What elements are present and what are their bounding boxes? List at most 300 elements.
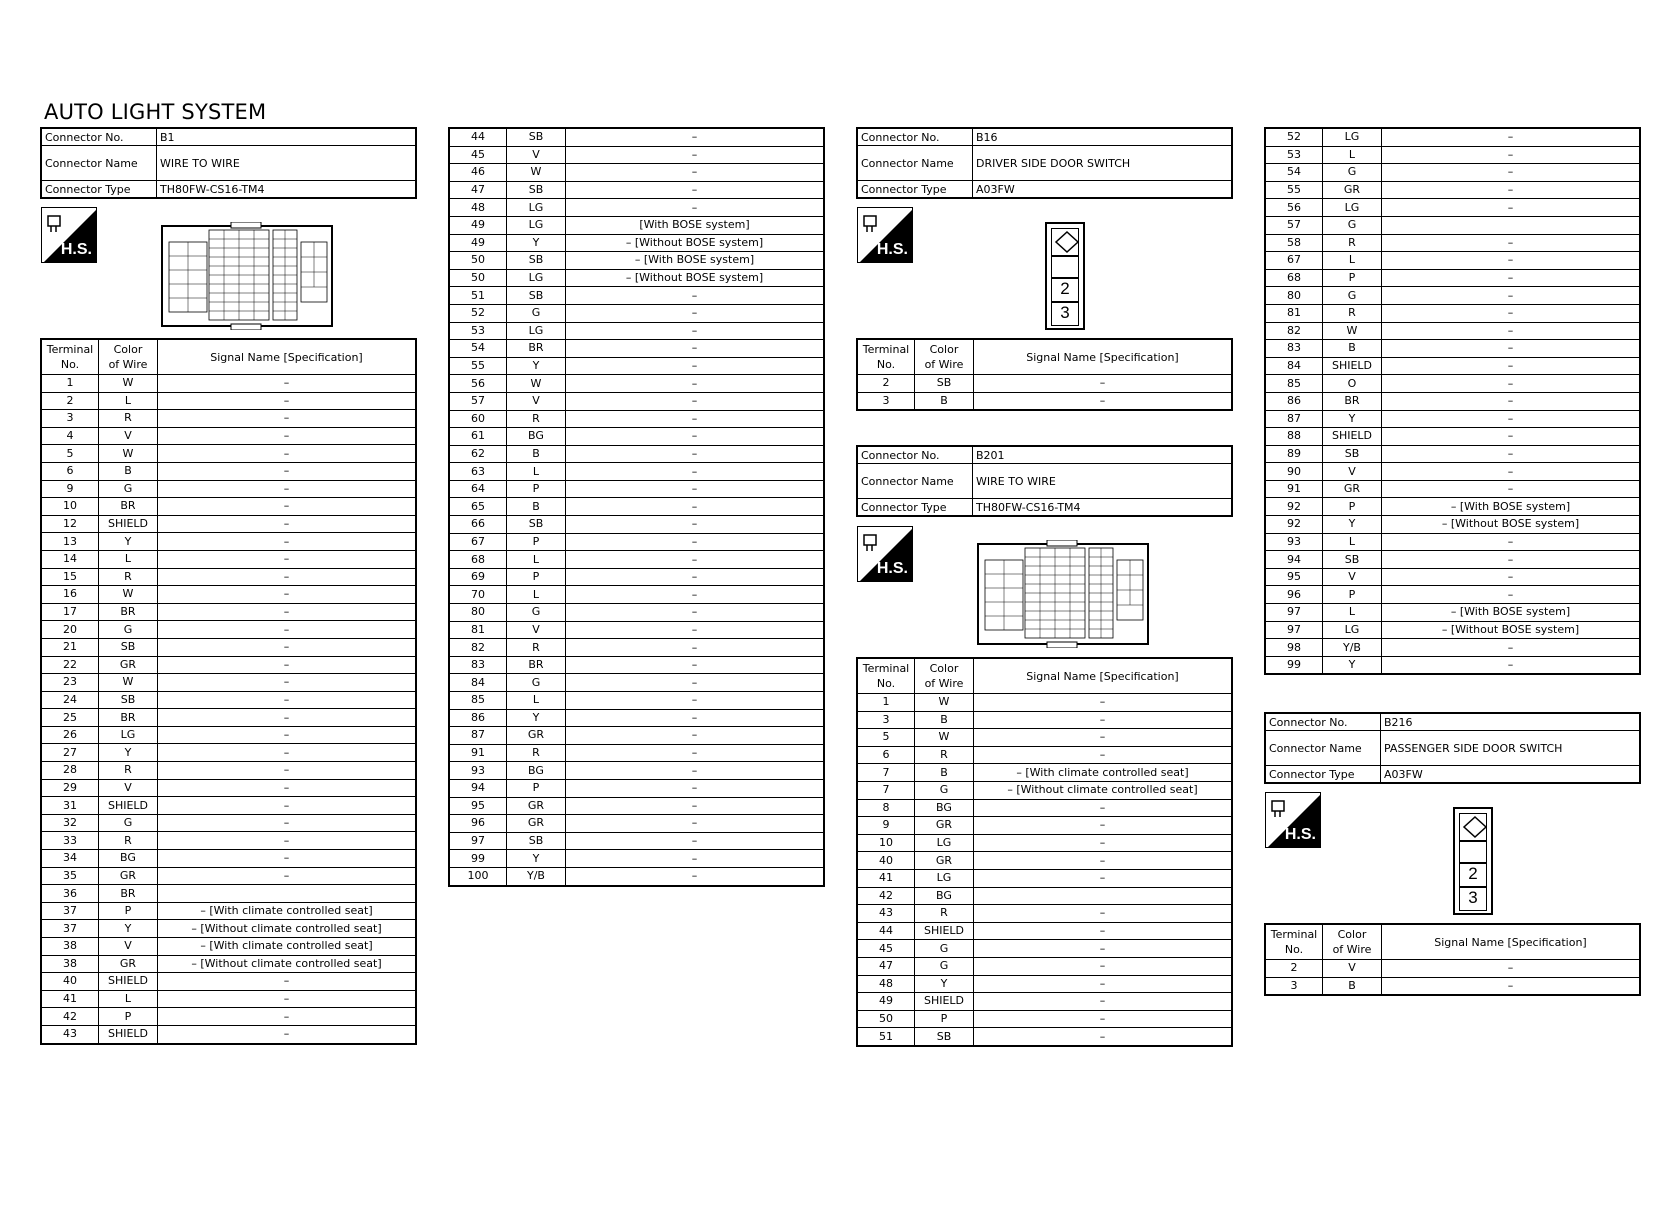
table-row <box>41 375 416 393</box>
terminal-no: 50 <box>449 252 507 270</box>
wire-color: V <box>507 621 566 639</box>
signal-name: – <box>158 586 417 604</box>
signal-name: – [Without BOSE system] <box>1382 621 1641 639</box>
terminal-rows <box>449 128 824 886</box>
signal-name: – <box>158 568 417 586</box>
signal-name: – <box>974 1028 1233 1046</box>
signal-name: – <box>566 621 825 639</box>
terminal-no: 67 <box>1265 252 1323 270</box>
signal-name: – [With BOSE system] <box>1382 498 1641 516</box>
terminal-no: 86 <box>1265 392 1323 410</box>
connector-name-label: Connector Name <box>41 146 157 181</box>
wire-color: V <box>507 392 566 410</box>
table-row <box>41 1008 416 1026</box>
terminal-no: 93 <box>449 762 507 780</box>
terminal-no: 82 <box>449 639 507 657</box>
wire-color: G <box>915 940 974 958</box>
table-row <box>857 729 1232 747</box>
table-row <box>449 181 824 199</box>
wire-color: R <box>1323 234 1382 252</box>
table-row <box>41 480 416 498</box>
wire-color: P <box>1323 269 1382 287</box>
wire-color: BR <box>99 885 158 903</box>
table-row <box>41 955 416 973</box>
terminal-no: 9 <box>41 480 99 498</box>
terminal-no: 33 <box>41 832 99 850</box>
terminal-no: 97 <box>1265 604 1323 622</box>
table-row <box>41 797 416 815</box>
wire-color: SB <box>915 1028 974 1046</box>
terminal-no: 96 <box>449 815 507 833</box>
wire-color: SHIELD <box>915 993 974 1011</box>
table-row <box>449 621 824 639</box>
terminal-no: 28 <box>41 762 99 780</box>
table-row <box>1265 128 1640 146</box>
table-row <box>449 692 824 710</box>
terminal-no: 99 <box>1265 656 1323 674</box>
terminal-no: 94 <box>1265 551 1323 569</box>
table-row <box>449 604 824 622</box>
terminal-no: 42 <box>857 887 915 905</box>
terminal-no: 45 <box>857 940 915 958</box>
table-row <box>449 551 824 569</box>
signal-name: – <box>158 1025 417 1043</box>
wire-color: Y <box>507 234 566 252</box>
wire-color: O <box>1323 375 1382 393</box>
table-row <box>1265 516 1640 534</box>
terminal-no-header: Terminal No. <box>857 339 915 375</box>
terminal-no: 3 <box>41 410 99 428</box>
wire-color: GR <box>1323 181 1382 199</box>
table-row <box>449 779 824 797</box>
wire-color: BR <box>99 603 158 621</box>
terminal-no: 6 <box>857 746 915 764</box>
terminal-no: 48 <box>857 975 915 993</box>
table-row <box>1265 199 1640 217</box>
terminal-no: 38 <box>41 938 99 956</box>
terminal-no: 31 <box>41 797 99 815</box>
terminal-no: 53 <box>449 322 507 340</box>
harness-side-icon: H.S. <box>1265 792 1321 848</box>
connector-name-value: DRIVER SIDE DOOR SWITCH <box>973 146 1233 181</box>
terminal-no: 13 <box>41 533 99 551</box>
terminal-no: 55 <box>449 357 507 375</box>
signal-name: – <box>974 1010 1233 1028</box>
wire-color: R <box>915 746 974 764</box>
signal-name: – <box>566 551 825 569</box>
terminal-no: 6 <box>41 462 99 480</box>
table-row <box>449 199 824 217</box>
terminal-table-b216 <box>1264 923 1641 996</box>
wire-color: B <box>1323 977 1382 995</box>
wire-color: P <box>507 779 566 797</box>
terminal-no: 80 <box>449 604 507 622</box>
terminal-no: 92 <box>1265 516 1323 534</box>
terminal-no: 62 <box>449 445 507 463</box>
signal-name: – <box>158 515 417 533</box>
table-row <box>857 869 1232 887</box>
wire-color: P <box>507 568 566 586</box>
wire-color: BR <box>507 340 566 358</box>
wire-color: L <box>507 463 566 481</box>
connector-type-label: Connector Type <box>1265 766 1381 784</box>
terminal-no: 81 <box>1265 304 1323 322</box>
table-row <box>449 850 824 868</box>
terminal-no: 23 <box>41 674 99 692</box>
table-row <box>1265 480 1640 498</box>
wire-color: W <box>99 586 158 604</box>
terminal-no: 58 <box>1265 234 1323 252</box>
signal-name: – <box>158 762 417 780</box>
table-row <box>449 463 824 481</box>
signal-name: – <box>566 516 825 534</box>
connector-face-diagram-b16 <box>1045 222 1085 330</box>
pin-label: 3 <box>1051 302 1079 326</box>
signal-name: – <box>566 199 825 217</box>
terminal-no: 96 <box>1265 586 1323 604</box>
wire-color: G <box>1323 164 1382 182</box>
signal-name: – <box>1382 340 1641 358</box>
wire-color: W <box>99 674 158 692</box>
table-row <box>449 128 824 146</box>
table-row <box>1265 410 1640 428</box>
terminal-no: 54 <box>1265 164 1323 182</box>
table-row <box>449 709 824 727</box>
signal-name: – <box>566 445 825 463</box>
table-row <box>449 586 824 604</box>
table-row <box>449 568 824 586</box>
signal-name: – <box>1382 392 1641 410</box>
wire-color: V <box>99 427 158 445</box>
wire-color: GR <box>507 797 566 815</box>
table-row <box>41 938 416 956</box>
signal-name: – <box>158 726 417 744</box>
signal-name: – <box>158 498 417 516</box>
signal-name: – <box>566 744 825 762</box>
signal-name: – <box>1382 533 1641 551</box>
wire-color: L <box>507 551 566 569</box>
wire-color: V <box>99 779 158 797</box>
signal-name: – <box>158 990 417 1008</box>
terminal-no: 1 <box>41 375 99 393</box>
table-row <box>1265 428 1640 446</box>
wire-color: Y <box>1323 410 1382 428</box>
table-row <box>857 922 1232 940</box>
connector-type-value: A03FW <box>1381 766 1641 784</box>
wire-color: Y <box>99 744 158 762</box>
signal-name: – <box>1382 146 1641 164</box>
wire-color: P <box>1323 586 1382 604</box>
signal-name: – <box>158 973 417 991</box>
table-row <box>41 550 416 568</box>
terminal-no: 66 <box>449 516 507 534</box>
wire-color: B <box>507 498 566 516</box>
signal-name: – <box>974 852 1233 870</box>
terminal-no: 35 <box>41 867 99 885</box>
terminal-no: 10 <box>41 498 99 516</box>
terminal-no: 24 <box>41 691 99 709</box>
table-row <box>41 1025 416 1043</box>
wire-color: BR <box>99 498 158 516</box>
wire-color: BG <box>507 428 566 446</box>
connector-face-diagram-b216 <box>1453 807 1493 915</box>
wire-color: V <box>1323 960 1382 978</box>
signal-name: – <box>1382 428 1641 446</box>
terminal-no: 3 <box>857 711 915 729</box>
table-row <box>857 975 1232 993</box>
terminal-no: 95 <box>449 797 507 815</box>
signal-name: – <box>158 375 417 393</box>
wire-color: BG <box>507 762 566 780</box>
terminal-no: 87 <box>449 727 507 745</box>
terminal-no: 14 <box>41 550 99 568</box>
signal-name: – <box>158 480 417 498</box>
signal-name: – <box>158 638 417 656</box>
signal-name: – <box>974 957 1233 975</box>
signal-name: – <box>1382 639 1641 657</box>
terminal-no: 32 <box>41 814 99 832</box>
wire-color: SB <box>507 181 566 199</box>
wire-color: GR <box>99 955 158 973</box>
table-row <box>41 902 416 920</box>
table-row <box>1265 357 1640 375</box>
table-row <box>449 252 824 270</box>
table-row <box>41 674 416 692</box>
terminal-no: 12 <box>41 515 99 533</box>
signal-name: – [Without BOSE system] <box>566 269 825 287</box>
signal-name: – <box>566 146 825 164</box>
terminal-no: 57 <box>1265 216 1323 234</box>
terminal-no: 25 <box>41 709 99 727</box>
wire-color: GR <box>915 852 974 870</box>
terminal-no: 85 <box>449 692 507 710</box>
signal-name <box>158 885 417 903</box>
signal-name: – <box>1382 357 1641 375</box>
terminal-no: 2 <box>1265 960 1323 978</box>
signal-name: – <box>566 815 825 833</box>
wire-color: L <box>1323 252 1382 270</box>
terminal-no-header: Terminal No. <box>1265 924 1323 960</box>
wire-color: W <box>915 729 974 747</box>
table-row <box>1265 234 1640 252</box>
wire-color: SB <box>99 691 158 709</box>
table-row <box>1265 304 1640 322</box>
connector-no-label: Connector No. <box>1265 713 1381 731</box>
wire-color: B <box>507 445 566 463</box>
wire-color: G <box>507 674 566 692</box>
table-row <box>857 694 1232 712</box>
table-row <box>1265 656 1640 674</box>
signal-name: – <box>158 832 417 850</box>
wire-color: B <box>99 462 158 480</box>
table-row <box>1265 551 1640 569</box>
wire-color: BG <box>915 799 974 817</box>
connector-name-label: Connector Name <box>857 464 973 499</box>
signal-name: – <box>158 674 417 692</box>
signal-name: – [With BOSE system] <box>1382 604 1641 622</box>
terminal-no: 97 <box>1265 621 1323 639</box>
wire-color: BR <box>99 709 158 727</box>
wire-color: LG <box>1323 128 1382 146</box>
wire-color: P <box>507 533 566 551</box>
signal-name: – <box>566 533 825 551</box>
wire-color: GR <box>99 656 158 674</box>
signal-name: – <box>974 799 1233 817</box>
signal-name: – <box>566 850 825 868</box>
wire-color: V <box>507 146 566 164</box>
table-row <box>1265 340 1640 358</box>
table-row <box>1265 269 1640 287</box>
wire-color: SB <box>915 375 974 393</box>
wire-color: G <box>1323 216 1382 234</box>
signal-name: – <box>974 729 1233 747</box>
table-row <box>41 445 416 463</box>
terminal-no: 69 <box>449 568 507 586</box>
connector-type-label: Connector Type <box>41 181 157 199</box>
connector-no-value: B16 <box>973 128 1233 146</box>
table-row <box>449 867 824 885</box>
table-row <box>41 498 416 516</box>
wire-color: SHIELD <box>1323 357 1382 375</box>
terminal-no: 1 <box>857 694 915 712</box>
signal-name: – <box>974 746 1233 764</box>
signal-name: – [Without climate controlled seat] <box>158 920 417 938</box>
terminal-no: 100 <box>449 867 507 885</box>
signal-name: – <box>158 1008 417 1026</box>
table-row <box>857 887 1232 905</box>
table-row <box>449 480 824 498</box>
wire-color: SB <box>1323 445 1382 463</box>
signal-name: – <box>158 603 417 621</box>
wire-color: Y <box>915 975 974 993</box>
table-row <box>449 287 824 305</box>
signal-name: – <box>1382 322 1641 340</box>
table-row <box>41 744 416 762</box>
table-row <box>857 993 1232 1011</box>
table-row <box>857 764 1232 782</box>
terminal-no: 55 <box>1265 181 1323 199</box>
signal-name: – <box>158 744 417 762</box>
connector-name-value: WIRE TO WIRE <box>973 464 1233 499</box>
wire-color: P <box>99 902 158 920</box>
table-row <box>449 445 824 463</box>
pin-label: 2 <box>1459 863 1487 887</box>
signal-name: – <box>158 410 417 428</box>
signal-name: – <box>566 604 825 622</box>
table-row <box>41 990 416 1008</box>
signal-name: – <box>1382 551 1641 569</box>
table-row <box>41 920 416 938</box>
table-row <box>449 322 824 340</box>
wire-color: G <box>507 304 566 322</box>
table-row <box>41 814 416 832</box>
signal-name: – <box>1382 375 1641 393</box>
terminal-no: 65 <box>449 498 507 516</box>
signal-name: – <box>158 550 417 568</box>
table-row <box>1265 287 1640 305</box>
signal-name <box>1382 216 1641 234</box>
signal-name: – <box>566 287 825 305</box>
wire-color: BR <box>1323 392 1382 410</box>
signal-name: – <box>1382 480 1641 498</box>
terminal-no: 48 <box>449 199 507 217</box>
harness-side-icon: H.S. <box>857 207 913 263</box>
terminal-rows <box>857 375 1232 411</box>
wire-color: R <box>99 762 158 780</box>
wire-color: Y/B <box>507 867 566 885</box>
table-row <box>41 779 416 797</box>
terminal-no: 50 <box>449 269 507 287</box>
signal-name: – <box>1382 463 1641 481</box>
wire-color: R <box>915 905 974 923</box>
terminal-no: 37 <box>41 902 99 920</box>
signal-name: – <box>566 375 825 393</box>
signal-name: – <box>1382 181 1641 199</box>
signal-name: – <box>1382 977 1641 995</box>
terminal-no: 49 <box>857 993 915 1011</box>
wire-color: B <box>915 764 974 782</box>
signal-name: – <box>158 814 417 832</box>
wire-color: R <box>507 744 566 762</box>
terminal-no: 63 <box>449 463 507 481</box>
wire-color: V <box>1323 463 1382 481</box>
signal-name: – <box>566 181 825 199</box>
signal-name-header: Signal Name [Specification] <box>974 339 1233 375</box>
wire-color: Y/B <box>1323 639 1382 657</box>
wire-color: G <box>507 604 566 622</box>
signal-name: – <box>566 709 825 727</box>
terminal-no: 52 <box>1265 128 1323 146</box>
terminal-no: 34 <box>41 850 99 868</box>
signal-name: – <box>566 392 825 410</box>
wire-color: GR <box>915 817 974 835</box>
terminal-no: 2 <box>41 392 99 410</box>
table-row <box>449 832 824 850</box>
wire-color: G <box>99 480 158 498</box>
table-row <box>41 462 416 480</box>
terminal-no: 37 <box>41 920 99 938</box>
signal-name: – <box>158 427 417 445</box>
table-row <box>41 656 416 674</box>
signal-name: – <box>1382 287 1641 305</box>
table-row <box>449 498 824 516</box>
wire-color: LG <box>507 322 566 340</box>
wire-color: SHIELD <box>99 797 158 815</box>
table-row <box>857 375 1232 393</box>
wire-color: W <box>507 375 566 393</box>
table-row <box>41 832 416 850</box>
signal-name: – <box>1382 410 1641 428</box>
table-row <box>1265 533 1640 551</box>
connector-no-label: Connector No. <box>41 128 157 146</box>
signal-name: – <box>1382 568 1641 586</box>
wire-color: LG <box>915 869 974 887</box>
terminal-no: 47 <box>857 957 915 975</box>
connector-no-label: Connector No. <box>857 446 973 464</box>
signal-name: – <box>974 375 1233 393</box>
wire-color-header: Color of Wire <box>99 339 158 375</box>
signal-name: – <box>158 709 417 727</box>
connector-no-label: Connector No. <box>857 128 973 146</box>
terminal-no: 91 <box>449 744 507 762</box>
terminal-no: 68 <box>1265 269 1323 287</box>
wire-color: BG <box>99 850 158 868</box>
table-row <box>857 957 1232 975</box>
signal-name: – <box>566 779 825 797</box>
terminal-no: 81 <box>449 621 507 639</box>
table-row <box>857 834 1232 852</box>
table-row <box>1265 621 1640 639</box>
